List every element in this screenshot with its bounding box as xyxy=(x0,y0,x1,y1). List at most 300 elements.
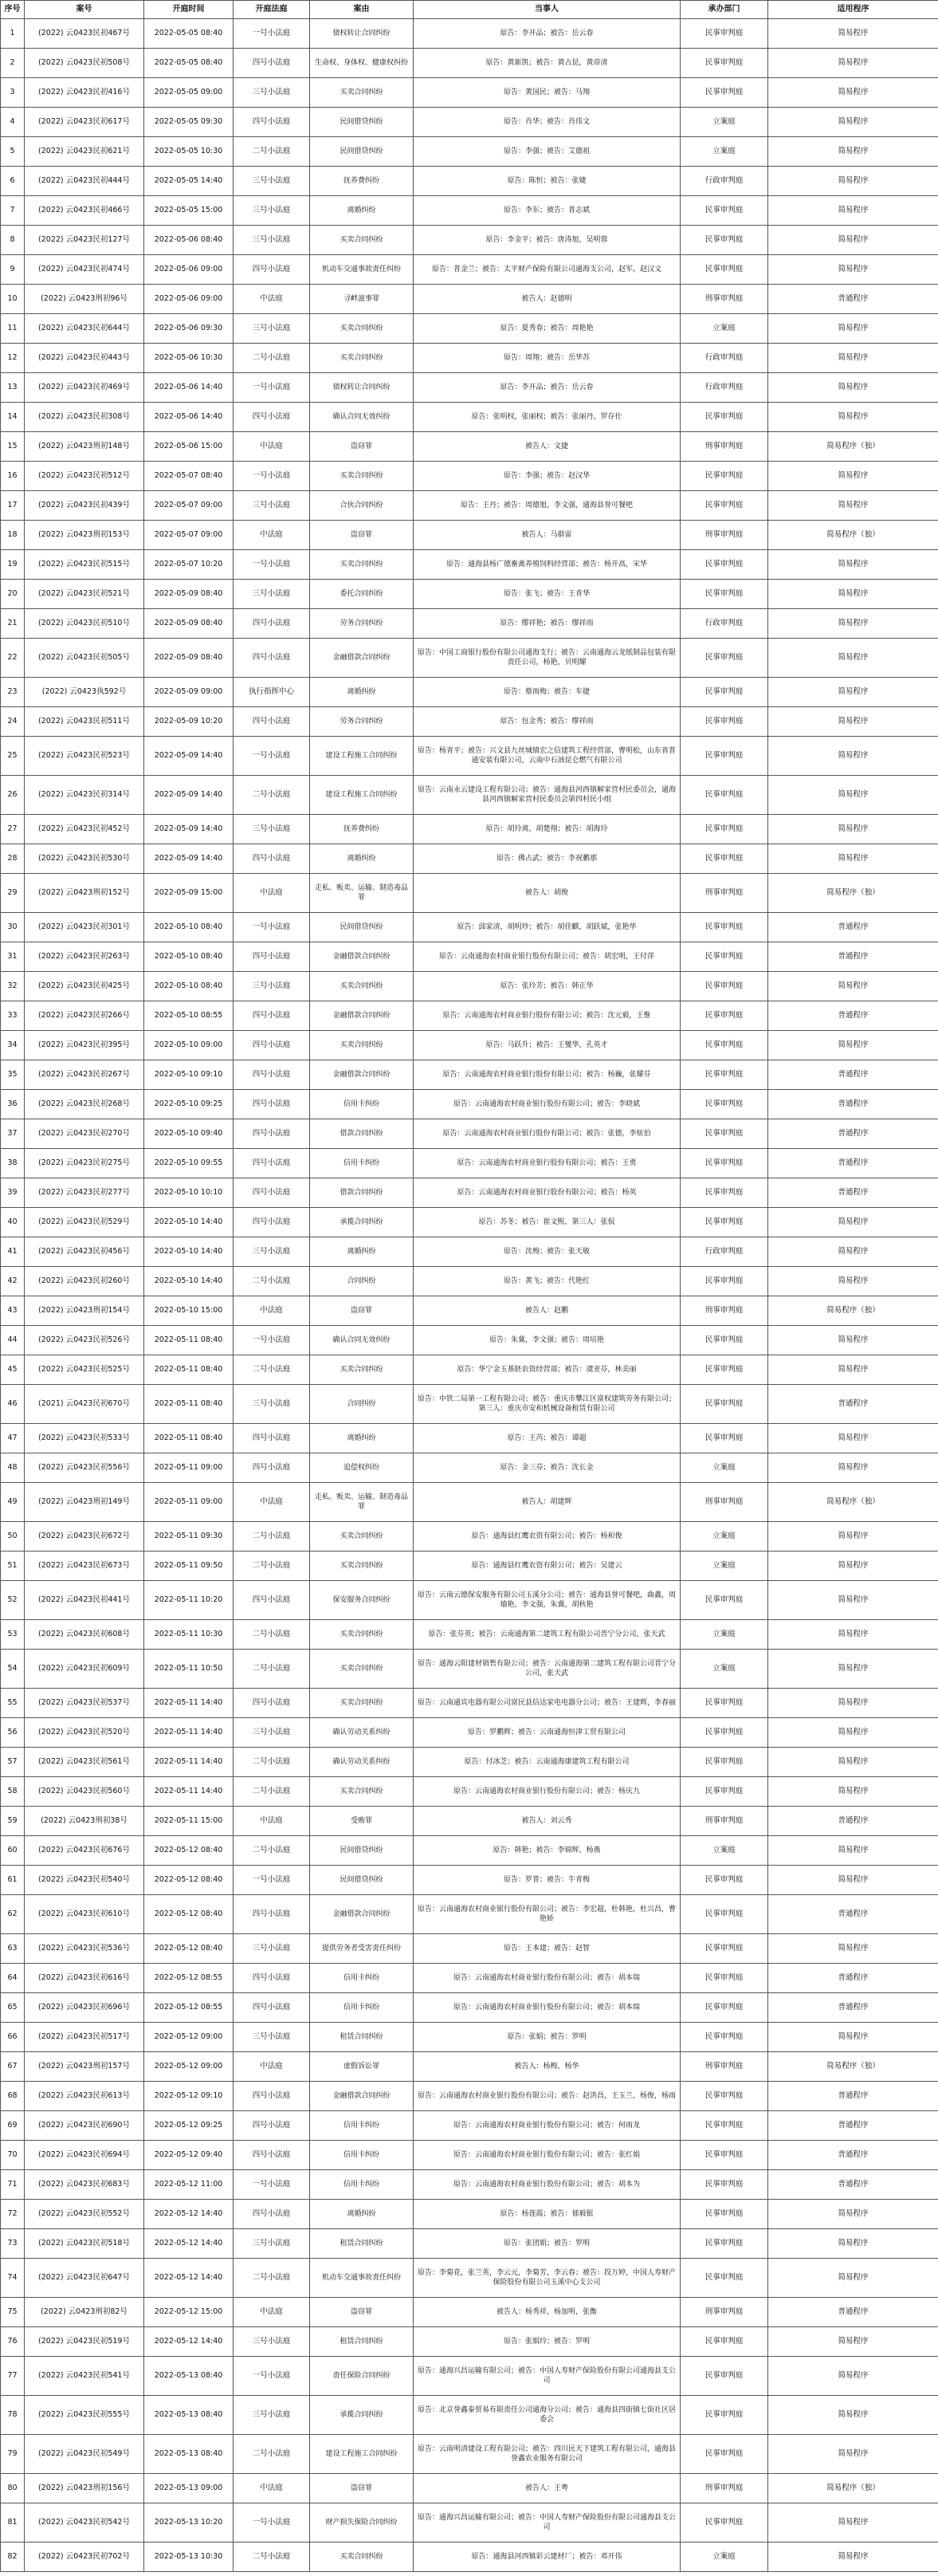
cell-courtroom: 一号小法庭 xyxy=(234,462,310,491)
table-row xyxy=(1,1424,938,1453)
table-row xyxy=(1,1620,938,1650)
cell-courtroom: 一号小法庭 xyxy=(234,19,310,49)
cell-parties: 原告：通海兴昌运输有限公司；被告：中国人寿财产保险股份有限公司通海县支公司 xyxy=(414,2503,681,2543)
cell-index: 67 xyxy=(1,2052,25,2082)
cell-cause: 离婚纠纷 xyxy=(310,678,414,707)
cell-hearing-time: 2022-05-09 14:40 xyxy=(144,844,234,874)
cell-courtroom: 一号小法庭 xyxy=(234,550,310,580)
cell-index: 59 xyxy=(1,1807,25,1836)
cell-cause: 机动车交通事故责任纠纷 xyxy=(310,2259,414,2298)
cell-case-number: (2022) 云0423民初518号 xyxy=(25,2229,144,2259)
cell-cause: 合同纠纷 xyxy=(310,1385,414,1424)
cell-courtroom: 四号小法庭 xyxy=(234,1424,310,1453)
table-row xyxy=(1,373,938,403)
cell-procedure: 简易程序 xyxy=(768,1424,938,1453)
cell-cause: 离婚纠纷 xyxy=(310,2200,414,2229)
cell-cause: 信用卡纠纷 xyxy=(310,2170,414,2200)
cell-index: 10 xyxy=(1,285,25,314)
cell-hearing-time: 2022-05-06 08:40 xyxy=(144,226,234,255)
cell-hearing-time: 2022-05-12 08:55 xyxy=(144,1964,234,1993)
cell-procedure: 普通程序 xyxy=(768,2298,938,2327)
cell-index: 20 xyxy=(1,580,25,609)
cell-courtroom: 四号小法庭 xyxy=(234,1090,310,1119)
table-row xyxy=(1,2229,938,2259)
cell-parties: 被告人：胡俊 xyxy=(414,874,681,913)
cell-procedure: 简易程序 xyxy=(768,491,938,521)
cell-index: 26 xyxy=(1,776,25,815)
cell-case-number: (2022) 云0423民初609号 xyxy=(25,1650,144,1689)
cell-hearing-time: 2022-05-13 08:40 xyxy=(144,2357,234,2396)
cell-hearing-time: 2022-05-12 11:00 xyxy=(144,2170,234,2200)
cell-department: 行政审判庭 xyxy=(681,1237,768,1267)
cell-parties: 原告：云南通海农村商业银行股份有限公司；被告：张红娟 xyxy=(414,2141,681,2170)
cell-department: 民事审判庭 xyxy=(681,226,768,255)
cell-index: 44 xyxy=(1,1326,25,1355)
cell-parties: 原告：通海县红鹰农资有限公司；被告：杨和俊 xyxy=(414,1522,681,1551)
cell-cause: 民间借贷纠纷 xyxy=(310,108,414,137)
cell-index: 27 xyxy=(1,815,25,844)
cell-department: 民事审判庭 xyxy=(681,776,768,815)
cell-parties: 原告：黄飞；被告：代艳红 xyxy=(414,1267,681,1296)
cell-cause: 抚养费纠纷 xyxy=(310,167,414,196)
cell-cause: 生命权、身体权、健康权纠纷 xyxy=(310,49,414,78)
cell-department: 民事审判庭 xyxy=(681,2435,768,2474)
cell-index: 57 xyxy=(1,1748,25,1777)
cell-department: 立案庭 xyxy=(681,1650,768,1689)
cell-parties: 原告：普金兰；被告：太平财产保险有限公司通海支公司，赵军，赵汉文 xyxy=(414,255,681,285)
cell-case-number: (2022) 云0423民初526号 xyxy=(25,1326,144,1355)
cell-hearing-time: 2022-05-10 08:55 xyxy=(144,1001,234,1031)
cell-parties: 原告：胡玲离，胡楚翔；被告：胡海玲 xyxy=(414,815,681,844)
cell-department: 民事审判庭 xyxy=(681,1178,768,1208)
cell-procedure: 简易程序 xyxy=(768,167,938,196)
cell-case-number: (2022) 云0423民初395号 xyxy=(25,1031,144,1060)
cell-department: 民事审判庭 xyxy=(681,1001,768,1031)
cell-parties: 原告：云南通海农村商业银行股份有限公司；被告：沈元毅，王惟 xyxy=(414,1001,681,1031)
cell-hearing-time: 2022-05-12 08:40 xyxy=(144,1836,234,1866)
cell-case-number: (2022) 云0423民初466号 xyxy=(25,196,144,226)
cell-department: 民事审判庭 xyxy=(681,1149,768,1178)
cell-procedure: 简易程序 xyxy=(768,678,938,707)
cell-case-number: (2022) 云0423民初537号 xyxy=(25,1689,144,1718)
cell-procedure: 简易程序 xyxy=(768,609,938,639)
cell-case-number: (2022) 云0423民初127号 xyxy=(25,226,144,255)
cell-cause: 确认合同无效纠纷 xyxy=(310,1326,414,1355)
cell-case-number: (2022) 云0423民初301号 xyxy=(25,913,144,942)
cell-cause: 买卖合同纠纷 xyxy=(310,972,414,1001)
cell-parties: 原告：李开品；被告：岳云春 xyxy=(414,19,681,49)
cell-case-number: (2022) 云0423刑初82号 xyxy=(25,2298,144,2327)
cell-case-number: (2022) 云0423民初314号 xyxy=(25,776,144,815)
cell-hearing-time: 2022-05-13 08:40 xyxy=(144,2435,234,2474)
cell-cause: 盗窃罪 xyxy=(310,1296,414,1326)
cell-courtroom: 中法庭 xyxy=(234,2474,310,2503)
cell-parties: 原告：金三芬；被告：沈长金 xyxy=(414,1453,681,1483)
cell-procedure: 简易程序 xyxy=(768,1208,938,1237)
cell-cause: 盗窃罪 xyxy=(310,432,414,462)
cell-courtroom: 三号小法庭 xyxy=(234,580,310,609)
cell-courtroom: 中法庭 xyxy=(234,874,310,913)
cell-index: 13 xyxy=(1,373,25,403)
cell-hearing-time: 2022-05-11 08:40 xyxy=(144,1326,234,1355)
cell-parties: 原告：张飞；被告：王青华 xyxy=(414,580,681,609)
cell-courtroom: 二号小法庭 xyxy=(234,1836,310,1866)
cell-parties: 原告：云南通海农村商业银行股份有限公司；被告：胡宏明，王付萍 xyxy=(414,942,681,972)
cell-index: 46 xyxy=(1,1385,25,1424)
cell-parties: 原告：王芮；被告：谭超 xyxy=(414,1424,681,1453)
cell-courtroom: 一号小法庭 xyxy=(234,2503,310,2543)
cell-department: 民事审判庭 xyxy=(681,1424,768,1453)
cell-index: 74 xyxy=(1,2259,25,2298)
cell-hearing-time: 2022-05-12 09:00 xyxy=(144,2023,234,2052)
cell-case-number: (2022) 云0423刑初153号 xyxy=(25,521,144,550)
cell-department: 刑事审判庭 xyxy=(681,432,768,462)
table-row xyxy=(1,1001,938,1031)
cell-parties: 原告：通海县河西镇彩云建材厂；被告：邓开伟 xyxy=(414,2543,681,2572)
cell-procedure: 简易程序（独） xyxy=(768,1483,938,1522)
cell-procedure: 简易程序 xyxy=(768,49,938,78)
cell-department: 行政审判庭 xyxy=(681,344,768,373)
cell-index: 81 xyxy=(1,2503,25,2543)
cell-index: 53 xyxy=(1,1620,25,1650)
cell-cause: 盗窃罪 xyxy=(310,2298,414,2327)
cell-procedure: 普通程序 xyxy=(768,1001,938,1031)
table-row xyxy=(1,1689,938,1718)
cell-case-number: (2022) 云0423民初520号 xyxy=(25,1718,144,1748)
cell-case-number: (2022) 云0423民初260号 xyxy=(25,1267,144,1296)
table-row xyxy=(1,2327,938,2357)
cell-procedure: 简易程序 xyxy=(768,1453,938,1483)
table-row xyxy=(1,1296,938,1326)
table-row xyxy=(1,2170,938,2200)
cell-courtroom: 三号小法庭 xyxy=(234,491,310,521)
cell-procedure: 简易程序 xyxy=(768,403,938,432)
cell-department: 民事审判庭 xyxy=(681,491,768,521)
cell-index: 9 xyxy=(1,255,25,285)
cell-hearing-time: 2022-05-09 15:00 xyxy=(144,874,234,913)
cell-hearing-time: 2022-05-11 10:50 xyxy=(144,1650,234,1689)
cell-cause: 受贿罪 xyxy=(310,1807,414,1836)
cell-procedure: 简易程序 xyxy=(768,137,938,167)
cell-parties: 原告：李强；被告：赵汉华 xyxy=(414,462,681,491)
table-row xyxy=(1,815,938,844)
cell-index: 41 xyxy=(1,1237,25,1267)
cell-parties: 原告：通海云阳建材销售有限公司；被告：云南通海第二建筑工程有限公司晋宁分公司，张天武 xyxy=(414,1650,681,1689)
cell-courtroom: 三号小法庭 xyxy=(234,2327,310,2357)
cell-cause: 买卖合同纠纷 xyxy=(310,226,414,255)
cell-courtroom: 四号小法庭 xyxy=(234,2111,310,2141)
cell-procedure: 简易程序 xyxy=(768,1866,938,1895)
cell-index: 24 xyxy=(1,707,25,737)
cell-procedure: 简易程序 xyxy=(768,1551,938,1581)
cell-hearing-time: 2022-05-12 14:40 xyxy=(144,2200,234,2229)
cell-hearing-time: 2022-05-05 15:00 xyxy=(144,196,234,226)
cell-cause: 信用卡纠纷 xyxy=(310,1149,414,1178)
cell-department: 民事审判庭 xyxy=(681,1119,768,1149)
cell-index: 54 xyxy=(1,1650,25,1689)
cell-index: 70 xyxy=(1,2141,25,2170)
cell-hearing-time: 2022-05-10 15:00 xyxy=(144,1296,234,1326)
cell-courtroom: 二号小法庭 xyxy=(234,1267,310,1296)
cell-case-number: (2022) 云0423刑初148号 xyxy=(25,432,144,462)
cell-parties: 原告：北京誉鑫泰贸易有限责任公司通海分公司；被告：通海县四街镇七街社区居委会 xyxy=(414,2396,681,2435)
cell-cause: 走私、贩卖、运输、制造毒品罪 xyxy=(310,874,414,913)
cell-hearing-time: 2022-05-07 09:00 xyxy=(144,521,234,550)
cell-parties: 被告人：赵鹏 xyxy=(414,1296,681,1326)
cell-hearing-time: 2022-05-11 10:20 xyxy=(144,1581,234,1620)
cell-procedure: 简易程序 xyxy=(768,1689,938,1718)
cell-parties: 原告：云南通海农村商业银行股份有限公司；被告：胡本为 xyxy=(414,2170,681,2200)
cell-hearing-time: 2022-05-10 08:40 xyxy=(144,972,234,1001)
cell-hearing-time: 2022-05-09 14:40 xyxy=(144,776,234,815)
cell-procedure: 简易程序 xyxy=(768,2543,938,2572)
cell-cause: 民间借贷纠纷 xyxy=(310,1836,414,1866)
cell-case-number: (2022) 云0423民初263号 xyxy=(25,942,144,972)
cell-hearing-time: 2022-05-13 10:20 xyxy=(144,2503,234,2543)
cell-hearing-time: 2022-05-06 09:00 xyxy=(144,255,234,285)
cell-parties: 原告：云南通海农村商业银行股份有限公司；被告：李宏超，杜韩艳，杜兴昌，曹艳娇 xyxy=(414,1895,681,1934)
cell-hearing-time: 2022-05-05 08:40 xyxy=(144,19,234,49)
cell-department: 民事审判庭 xyxy=(681,403,768,432)
cell-index: 78 xyxy=(1,2396,25,2435)
table-row xyxy=(1,1993,938,2023)
cell-courtroom: 二号小法庭 xyxy=(234,2259,310,2298)
cell-department: 民事审判庭 xyxy=(681,2396,768,2435)
table-row xyxy=(1,2111,938,2141)
cell-index: 66 xyxy=(1,2023,25,2052)
cell-department: 民事审判庭 xyxy=(681,1866,768,1895)
cell-index: 7 xyxy=(1,196,25,226)
table-row xyxy=(1,78,938,108)
cell-cause: 民间借贷纠纷 xyxy=(310,913,414,942)
cell-case-number: (2021) 云0423民初670号 xyxy=(25,1385,144,1424)
cell-case-number: (2022) 云0423民初517号 xyxy=(25,2023,144,2052)
cell-procedure: 简易程序 xyxy=(768,344,938,373)
cell-hearing-time: 2022-05-06 10:30 xyxy=(144,344,234,373)
cell-index: 82 xyxy=(1,2543,25,2572)
cell-index: 47 xyxy=(1,1424,25,1453)
cell-department: 行政审判庭 xyxy=(681,167,768,196)
table-row xyxy=(1,137,938,167)
cell-department: 立案庭 xyxy=(681,137,768,167)
cell-parties: 原告：蔡雨梅；被告：车捷 xyxy=(414,678,681,707)
cell-cause: 盗窃罪 xyxy=(310,2474,414,2503)
cell-parties: 原告：云南永云建设工程有限公司；被告：通海县河西镇解家营村民委员会，通海县河西镇解家营村民委员会第四村民小组 xyxy=(414,776,681,815)
cell-procedure: 普通程序 xyxy=(768,285,938,314)
table-row xyxy=(1,2503,938,2543)
cell-index: 71 xyxy=(1,2170,25,2200)
table-row xyxy=(1,972,938,1001)
cell-procedure: 简易程序 xyxy=(768,1355,938,1385)
cell-cause: 承揽合同纠纷 xyxy=(310,1208,414,1237)
cell-department: 民事审判庭 xyxy=(681,1385,768,1424)
table-row xyxy=(1,1355,938,1385)
cell-department: 民事审判庭 xyxy=(681,2170,768,2200)
table-row xyxy=(1,1650,938,1689)
cell-case-number: (2022) 云0423民初540号 xyxy=(25,1866,144,1895)
cell-case-number: (2022) 云0423刑初156号 xyxy=(25,2474,144,2503)
cell-case-number: (2022) 云0423民初267号 xyxy=(25,1060,144,1090)
cell-procedure: 简易程序 xyxy=(768,2259,938,2298)
cell-hearing-time: 2022-05-07 10:20 xyxy=(144,550,234,580)
cell-courtroom: 三号小法庭 xyxy=(234,314,310,344)
cell-case-number: (2022) 云0423民初523号 xyxy=(25,737,144,776)
cell-courtroom: 一号小法庭 xyxy=(234,373,310,403)
cell-hearing-time: 2022-05-10 14:40 xyxy=(144,1208,234,1237)
cell-case-number: (2022) 云0423民初512号 xyxy=(25,462,144,491)
cell-index: 23 xyxy=(1,678,25,707)
table-row xyxy=(1,1453,938,1483)
cell-cause: 建设工程施工合同纠纷 xyxy=(310,2435,414,2474)
cell-case-number: (2022) 云0423民初608号 xyxy=(25,1620,144,1650)
cell-procedure: 简易程序 xyxy=(768,2435,938,2474)
cell-courtroom: 二号小法庭 xyxy=(234,1650,310,1689)
cell-cause: 信用卡纠纷 xyxy=(310,1993,414,2023)
cell-procedure: 简易程序 xyxy=(768,2357,938,2396)
cell-hearing-time: 2022-05-07 09:00 xyxy=(144,491,234,521)
table-row xyxy=(1,1483,938,1522)
cell-cause: 金融借款合同纠纷 xyxy=(310,1895,414,1934)
cell-index: 68 xyxy=(1,2082,25,2111)
cell-cause: 买卖合同纠纷 xyxy=(310,1522,414,1551)
cell-hearing-time: 2022-05-12 14:40 xyxy=(144,2327,234,2357)
cell-cause: 确认劳动关系纠纷 xyxy=(310,1718,414,1748)
table-row xyxy=(1,2082,938,2111)
table-row xyxy=(1,2298,938,2327)
cell-cause: 买卖合同纠纷 xyxy=(310,1551,414,1581)
cell-index: 63 xyxy=(1,1934,25,1964)
cell-courtroom: 四号小法庭 xyxy=(234,1964,310,1993)
table-row xyxy=(1,580,938,609)
table-row xyxy=(1,462,938,491)
table-row xyxy=(1,678,938,707)
cell-index: 35 xyxy=(1,1060,25,1090)
cell-courtroom: 四号小法庭 xyxy=(234,707,310,737)
cell-case-number: (2022) 云0423民初621号 xyxy=(25,137,144,167)
cell-cause: 财产损失保险合同纠纷 xyxy=(310,2503,414,2543)
cell-procedure: 普通程序 xyxy=(768,2170,938,2200)
cell-hearing-time: 2022-05-13 09:00 xyxy=(144,2474,234,2503)
cell-hearing-time: 2022-05-07 08:40 xyxy=(144,462,234,491)
cell-parties: 原告：中铁二局第一工程有限公司；被告：重庆市攀江区富权建筑劳务有限公司；第三人：重庆市安和机械设备租赁有限公司 xyxy=(414,1385,681,1424)
cell-courtroom: 二号小法庭 xyxy=(234,137,310,167)
cell-cause: 确认合同无效纠纷 xyxy=(310,403,414,432)
cell-cause: 买卖合同纠纷 xyxy=(310,550,414,580)
cell-department: 民事审判庭 xyxy=(681,1267,768,1296)
cell-procedure: 简易程序 xyxy=(768,815,938,844)
header-hearing-time: 开庭时间 xyxy=(144,1,234,19)
table-row xyxy=(1,491,938,521)
cell-cause: 劳务合同纠纷 xyxy=(310,609,414,639)
cell-parties: 原告：周翔；被告：岳华苏 xyxy=(414,344,681,373)
cell-department: 行政审判庭 xyxy=(681,609,768,639)
cell-procedure: 普通程序 xyxy=(768,2082,938,2111)
cell-index: 33 xyxy=(1,1001,25,1031)
cell-case-number: (2022) 云0423民初270号 xyxy=(25,1119,144,1149)
cell-cause: 信用卡纠纷 xyxy=(310,1090,414,1119)
cell-index: 75 xyxy=(1,2298,25,2327)
cell-parties: 原告：云南云德保安服务有限公司玉溪分公司；被告：通海县誉可餐吧，曲鑫，周瑜艳，李文强，朱冀，胡秋艳 xyxy=(414,1581,681,1620)
cell-cause: 劳务合同纠纷 xyxy=(310,707,414,737)
cell-department: 立案庭 xyxy=(681,2543,768,2572)
cell-procedure: 简易程序 xyxy=(768,255,938,285)
cell-cause: 委托合同纠纷 xyxy=(310,580,414,609)
cell-department: 民事审判庭 xyxy=(681,844,768,874)
cell-case-number: (2022) 云0423民初536号 xyxy=(25,1934,144,1964)
cell-courtroom: 二号小法庭 xyxy=(234,1748,310,1777)
cell-parties: 原告：韩艳；被告：李锦辉，杨燕 xyxy=(414,1836,681,1866)
cell-cause: 追偿权纠纷 xyxy=(310,1453,414,1483)
cell-cause: 民间借贷纠纷 xyxy=(310,1866,414,1895)
cell-cause: 租赁合同纠纷 xyxy=(310,2229,414,2259)
cell-parties: 原告：缪祥艳；被告：缪祥雨 xyxy=(414,609,681,639)
cell-procedure: 简易程序（独） xyxy=(768,521,938,550)
cell-department: 民事审判庭 xyxy=(681,913,768,942)
cell-department: 民事审判庭 xyxy=(681,2141,768,2170)
cell-courtroom: 中法庭 xyxy=(234,2298,310,2327)
cell-procedure: 简易程序 xyxy=(768,1237,938,1267)
cell-department: 民事审判庭 xyxy=(681,2503,768,2543)
cell-index: 42 xyxy=(1,1267,25,1296)
table-row xyxy=(1,2474,938,2503)
cell-parties: 原告：云南明清建设工程有限公司；被告：四川民天下建筑工程有限公司，通海县誉鑫农业服务有限公司 xyxy=(414,2435,681,2474)
cell-procedure: 简易程序 xyxy=(768,1267,938,1296)
cell-case-number: (2022) 云0423民初515号 xyxy=(25,550,144,580)
table-row xyxy=(1,1326,938,1355)
cell-courtroom: 二号小法庭 xyxy=(234,2435,310,2474)
cell-courtroom: 四号小法庭 xyxy=(234,1895,310,1934)
cell-index: 80 xyxy=(1,2474,25,2503)
cell-hearing-time: 2022-05-10 14:40 xyxy=(144,1237,234,1267)
cell-courtroom: 中法庭 xyxy=(234,285,310,314)
cell-department: 民事审判庭 xyxy=(681,255,768,285)
cell-cause: 租赁合同纠纷 xyxy=(310,2327,414,2357)
cell-hearing-time: 2022-05-09 09:00 xyxy=(144,678,234,707)
cell-department: 立案庭 xyxy=(681,1836,768,1866)
table-row xyxy=(1,942,938,972)
cell-case-number: (2022) 云0423民初561号 xyxy=(25,1748,144,1777)
cell-courtroom: 四号小法庭 xyxy=(234,255,310,285)
cell-index: 17 xyxy=(1,491,25,521)
cell-courtroom: 三号小法庭 xyxy=(234,1237,310,1267)
cell-hearing-time: 2022-05-12 09:40 xyxy=(144,2141,234,2170)
cell-courtroom: 四号小法庭 xyxy=(234,1993,310,2023)
cell-procedure: 简易程序 xyxy=(768,2327,938,2357)
cell-courtroom: 四号小法庭 xyxy=(234,49,310,78)
cell-procedure: 简易程序 xyxy=(768,2396,938,2435)
table-row xyxy=(1,1090,938,1119)
cell-index: 64 xyxy=(1,1964,25,1993)
cell-procedure: 简易程序 xyxy=(768,1031,938,1060)
cell-courtroom: 三号小法庭 xyxy=(234,2229,310,2259)
cell-cause: 信用卡纠纷 xyxy=(310,2111,414,2141)
cell-parties: 原告：通海兴昌运输有限公司；被告：中国人寿财产保险股份有限公司通海县支公司 xyxy=(414,2357,681,2396)
cell-courtroom: 四号小法庭 xyxy=(234,1001,310,1031)
cell-case-number: (2022) 云0423民初443号 xyxy=(25,344,144,373)
cell-department: 民事审判庭 xyxy=(681,550,768,580)
cell-hearing-time: 2022-05-05 14:40 xyxy=(144,167,234,196)
cell-department: 民事审判庭 xyxy=(681,639,768,678)
cell-procedure: 简易程序 xyxy=(768,314,938,344)
cell-parties: 原告：云南通海农村商业银行股份有限公司；被告：王勇 xyxy=(414,1149,681,1178)
cell-case-number: (2022) 云0423民初529号 xyxy=(25,1208,144,1237)
cell-procedure: 普通程序 xyxy=(768,2141,938,2170)
cell-procedure: 普通程序 xyxy=(768,1119,938,1149)
cell-index: 11 xyxy=(1,314,25,344)
cell-cause: 借款合同纠纷 xyxy=(310,1178,414,1208)
cell-procedure: 简易程序 xyxy=(768,78,938,108)
cell-parties: 原告：云南通宾电器有限公司富民县信达家电电器分公司；被告：王建辉，李春丽 xyxy=(414,1689,681,1718)
